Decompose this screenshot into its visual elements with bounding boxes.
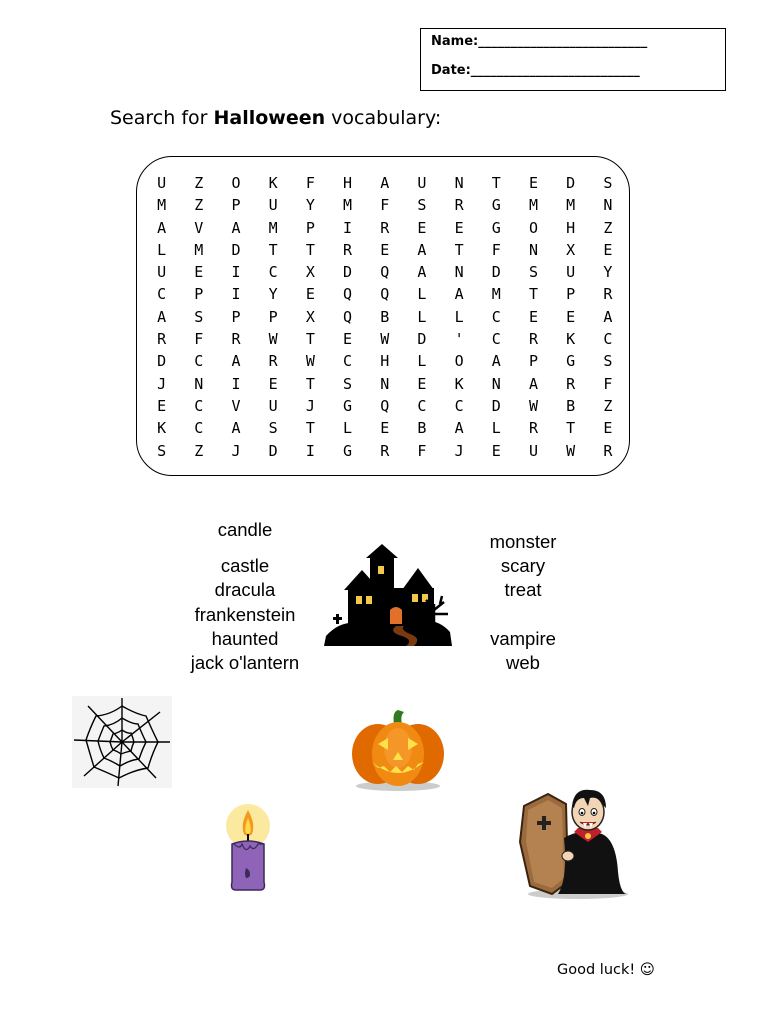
grid-letter[interactable]: U <box>268 396 278 415</box>
grid-letter[interactable]: N <box>603 196 613 215</box>
grid-letter[interactable]: E <box>491 441 501 460</box>
grid-letter[interactable]: Z <box>603 396 613 415</box>
grid-letter[interactable]: E <box>417 374 427 393</box>
grid-letter[interactable]: U <box>268 196 278 215</box>
grid-letter[interactable]: W <box>566 441 576 460</box>
grid-letter[interactable]: B <box>380 307 390 326</box>
grid-letter[interactable]: L <box>343 419 353 438</box>
candle-icon <box>220 804 276 894</box>
grid-letter[interactable]: I <box>305 441 315 460</box>
grid-letter[interactable]: B <box>566 396 576 415</box>
instruction-prefix: Search for <box>110 107 214 129</box>
grid-letter[interactable]: L <box>417 285 427 304</box>
word-item: jack o'lantern <box>190 652 300 674</box>
word-item: monster <box>489 531 557 552</box>
grid-letter[interactable]: S <box>528 263 538 282</box>
grid-letter[interactable]: O <box>231 174 241 192</box>
grid-letter[interactable]: R <box>603 285 613 304</box>
grid-letter[interactable]: S <box>157 441 167 460</box>
grid-letter[interactable]: X <box>566 240 576 259</box>
grid-letter[interactable]: L <box>417 352 427 371</box>
grid-letter[interactable]: ' <box>454 330 464 349</box>
grid-letter[interactable]: C <box>194 352 204 371</box>
grid-letter[interactable]: C <box>454 396 464 415</box>
grid-letter[interactable]: Z <box>603 218 613 237</box>
grid-letter[interactable]: M <box>157 196 167 215</box>
grid-letter[interactable]: H <box>380 352 390 371</box>
grid-letter[interactable]: D <box>268 441 278 460</box>
grid-letter[interactable]: N <box>454 174 464 192</box>
grid-letter[interactable]: G <box>491 196 501 215</box>
grid-letter[interactable]: P <box>268 307 278 326</box>
grid-letter[interactable]: W <box>305 352 315 371</box>
grid-letter[interactable]: A <box>454 419 464 438</box>
grid-letter[interactable]: C <box>157 285 167 304</box>
grid-letter[interactable]: K <box>566 330 576 349</box>
grid-letter[interactable]: E <box>194 263 204 282</box>
grid-letter[interactable]: A <box>528 374 538 393</box>
grid-letter[interactable]: M <box>566 196 576 215</box>
grid-letter[interactable]: T <box>566 419 576 438</box>
grid-letter[interactable]: E <box>380 419 390 438</box>
grid-letter[interactable]: H <box>343 174 353 192</box>
grid-letter[interactable]: C <box>194 419 204 438</box>
grid-letter[interactable]: K <box>454 374 464 393</box>
grid-letter[interactable]: L <box>157 240 167 259</box>
grid-letter[interactable]: I <box>343 218 353 237</box>
grid-letter[interactable]: E <box>603 419 613 438</box>
grid-letter[interactable]: F <box>194 330 204 349</box>
grid-letter[interactable]: Q <box>343 307 353 326</box>
grid-letter[interactable]: G <box>343 441 353 460</box>
grid-letter[interactable]: Y <box>268 285 278 304</box>
grid-letter[interactable]: U <box>417 174 427 192</box>
grid-letter[interactable]: V <box>194 218 204 237</box>
grid-letter[interactable]: W <box>268 330 278 349</box>
grid-letter[interactable]: P <box>231 196 241 215</box>
grid-letter[interactable]: N <box>491 374 501 393</box>
grid-letter[interactable]: M <box>194 240 204 259</box>
grid-letter[interactable]: T <box>305 330 315 349</box>
grid-letter[interactable]: S <box>268 419 278 438</box>
name-field[interactable]: Name:__________________________ <box>431 34 648 49</box>
grid-letter[interactable]: X <box>305 263 315 282</box>
grid-letter[interactable]: M <box>268 218 278 237</box>
grid-letter[interactable]: T <box>454 240 464 259</box>
spiderweb-icon <box>72 696 172 788</box>
grid-letter[interactable]: C <box>194 396 204 415</box>
grid-letter[interactable]: N <box>454 263 464 282</box>
grid-letter[interactable]: A <box>417 240 427 259</box>
grid-letter[interactable]: D <box>417 330 427 349</box>
grid-letter[interactable]: A <box>231 352 241 371</box>
grid-letter[interactable]: A <box>380 174 390 192</box>
grid-letter[interactable]: A <box>603 307 613 326</box>
grid-letter[interactable]: R <box>231 330 241 349</box>
grid-letter[interactable]: O <box>454 352 464 371</box>
word-list-right <box>458 530 588 675</box>
grid-letter[interactable]: J <box>231 441 241 460</box>
grid-letter[interactable]: P <box>566 285 576 304</box>
grid-letter[interactable]: R <box>603 441 613 460</box>
instruction-text <box>110 107 441 129</box>
grid-letter[interactable]: R <box>268 352 278 371</box>
grid-letter[interactable]: L <box>454 307 464 326</box>
word-item: treat <box>504 579 542 601</box>
grid-letter[interactable]: E <box>417 218 427 237</box>
grid-letter[interactable]: F <box>305 174 315 192</box>
grid-letter[interactable]: Q <box>380 263 390 282</box>
grid-letter[interactable]: R <box>157 330 167 349</box>
grid-letter[interactable]: T <box>305 240 315 259</box>
grid-letter[interactable]: A <box>454 285 464 304</box>
grid-letter[interactable]: P <box>194 285 204 304</box>
grid-letter[interactable]: Q <box>380 396 390 415</box>
grid-letter[interactable]: U <box>566 263 576 282</box>
grid-letter[interactable]: G <box>491 218 501 237</box>
grid-letter[interactable]: S <box>343 374 353 393</box>
word-item: web <box>506 651 540 673</box>
date-field[interactable]: Date:__________________________ <box>431 63 640 78</box>
grid-letter[interactable]: T <box>268 240 278 259</box>
haunted-house-icon <box>322 544 454 648</box>
grid-letter[interactable]: W <box>528 396 538 415</box>
word-item: haunted <box>211 627 279 649</box>
grid-letter[interactable]: R <box>380 218 390 237</box>
grid-letter[interactable]: T <box>305 419 315 438</box>
grid-letter[interactable]: E <box>380 240 390 259</box>
grid-letter[interactable]: U <box>528 441 538 460</box>
grid-letter[interactable]: F <box>491 240 501 259</box>
grid-letter[interactable]: I <box>231 285 241 304</box>
grid-letter[interactable]: D <box>343 263 353 282</box>
grid-letter[interactable]: P <box>231 307 241 326</box>
grid-letter[interactable]: E <box>157 396 167 415</box>
grid-letter[interactable]: M <box>491 285 501 304</box>
grid-letter[interactable]: A <box>231 218 241 237</box>
word-search-grid <box>143 172 626 462</box>
grid-letter[interactable]: P <box>528 352 538 371</box>
grid-letter[interactable]: S <box>417 196 427 215</box>
grid-letter[interactable]: Z <box>194 441 204 460</box>
grid-letter[interactable]: Z <box>194 174 204 192</box>
grid-letter[interactable]: E <box>268 374 278 393</box>
grid-letter[interactable]: W <box>380 330 390 349</box>
grid-letter[interactable]: E <box>528 307 538 326</box>
grid-letter[interactable]: C <box>343 352 353 371</box>
grid-letter[interactable]: K <box>268 174 278 192</box>
grid-letter[interactable]: N <box>528 240 538 259</box>
dracula-coffin-icon <box>518 782 632 900</box>
grid-letter[interactable]: F <box>380 196 390 215</box>
grid-letter[interactable]: C <box>603 330 613 349</box>
grid-letter[interactable]: P <box>305 218 315 237</box>
grid-letter[interactable]: R <box>380 441 390 460</box>
grid-letter[interactable]: C <box>417 396 427 415</box>
grid-letter[interactable]: L <box>491 419 501 438</box>
grid-letter[interactable]: Z <box>194 196 204 215</box>
grid-letter[interactable]: G <box>343 396 353 415</box>
grid-letter[interactable]: F <box>417 441 427 460</box>
grid-letter[interactable]: D <box>157 352 167 371</box>
grid-letter[interactable]: M <box>528 196 538 215</box>
grid-letter[interactable]: B <box>417 419 427 438</box>
grid-letter[interactable]: A <box>491 352 501 371</box>
grid-letter[interactable]: E <box>343 330 353 349</box>
grid-letter[interactable]: C <box>491 330 501 349</box>
grid-letter[interactable]: E <box>305 285 315 304</box>
pumpkin-icon <box>350 708 446 792</box>
grid-letter[interactable]: R <box>566 374 576 393</box>
grid-letter[interactable]: T <box>305 374 315 393</box>
grid-letter[interactable]: Y <box>603 263 613 282</box>
grid-letter[interactable]: R <box>528 419 538 438</box>
grid-letter[interactable]: A <box>417 263 427 282</box>
good-luck-text: Good luck! ☺ <box>557 962 655 978</box>
grid-letter[interactable]: E <box>566 307 576 326</box>
grid-letter[interactable]: S <box>603 352 613 371</box>
grid-letter[interactable]: U <box>157 174 167 192</box>
grid-letter[interactable]: J <box>305 396 315 415</box>
grid-letter[interactable]: I <box>231 263 241 282</box>
grid-letter[interactable]: X <box>305 307 315 326</box>
grid-letter[interactable]: R <box>454 196 464 215</box>
instruction-suffix: vocabulary: <box>325 107 442 129</box>
instruction-bold: Halloween <box>213 107 326 129</box>
grid-letter[interactable]: I <box>231 374 241 393</box>
grid-letter[interactable]: D <box>231 240 241 259</box>
grid-letter[interactable]: J <box>157 374 167 393</box>
name-date-box <box>420 28 726 91</box>
grid-letter[interactable]: S <box>194 307 204 326</box>
grid-letter[interactable]: J <box>454 441 464 460</box>
grid-letter[interactable]: R <box>343 240 353 259</box>
grid-letter[interactable]: E <box>603 240 613 259</box>
word-item: vampire <box>490 627 556 649</box>
word-item: castle <box>220 555 270 577</box>
grid-letter[interactable]: V <box>231 396 241 415</box>
grid-letter[interactable]: A <box>157 218 167 237</box>
grid-letter[interactable]: O <box>528 218 538 237</box>
grid-letter[interactable]: N <box>380 374 390 393</box>
grid-letter[interactable]: L <box>417 307 427 326</box>
grid-letter[interactable]: D <box>566 174 576 192</box>
grid-letter[interactable]: Q <box>343 285 353 304</box>
grid-letter[interactable]: E <box>454 218 464 237</box>
grid-letter[interactable]: A <box>231 419 241 438</box>
grid-letter[interactable]: C <box>491 307 501 326</box>
grid-letter[interactable]: T <box>528 285 538 304</box>
grid-letter[interactable]: Y <box>305 196 315 215</box>
word-item: dracula <box>214 579 276 601</box>
grid-letter[interactable]: M <box>343 196 353 215</box>
grid-letter[interactable]: R <box>528 330 538 349</box>
word-item: scary <box>500 555 546 577</box>
grid-letter[interactable]: K <box>157 419 167 438</box>
word-item: candle <box>217 519 273 540</box>
grid-letter[interactable]: U <box>157 263 167 282</box>
grid-letter[interactable]: S <box>603 174 613 192</box>
grid-letter[interactable]: D <box>491 263 501 282</box>
grid-letter[interactable]: H <box>566 218 576 237</box>
grid-letter[interactable]: G <box>566 352 576 371</box>
grid-letter[interactable]: C <box>268 263 278 282</box>
grid-letter[interactable]: E <box>528 174 538 192</box>
word-list-left <box>175 518 315 675</box>
grid-letter[interactable]: Q <box>380 285 390 304</box>
word-item: frankenstein <box>194 603 296 625</box>
grid-letter[interactable]: N <box>194 374 204 393</box>
grid-letter[interactable]: D <box>491 396 501 415</box>
grid-letter[interactable]: F <box>603 374 613 393</box>
grid-letter[interactable]: T <box>491 174 501 192</box>
grid-letter[interactable]: A <box>157 307 167 326</box>
